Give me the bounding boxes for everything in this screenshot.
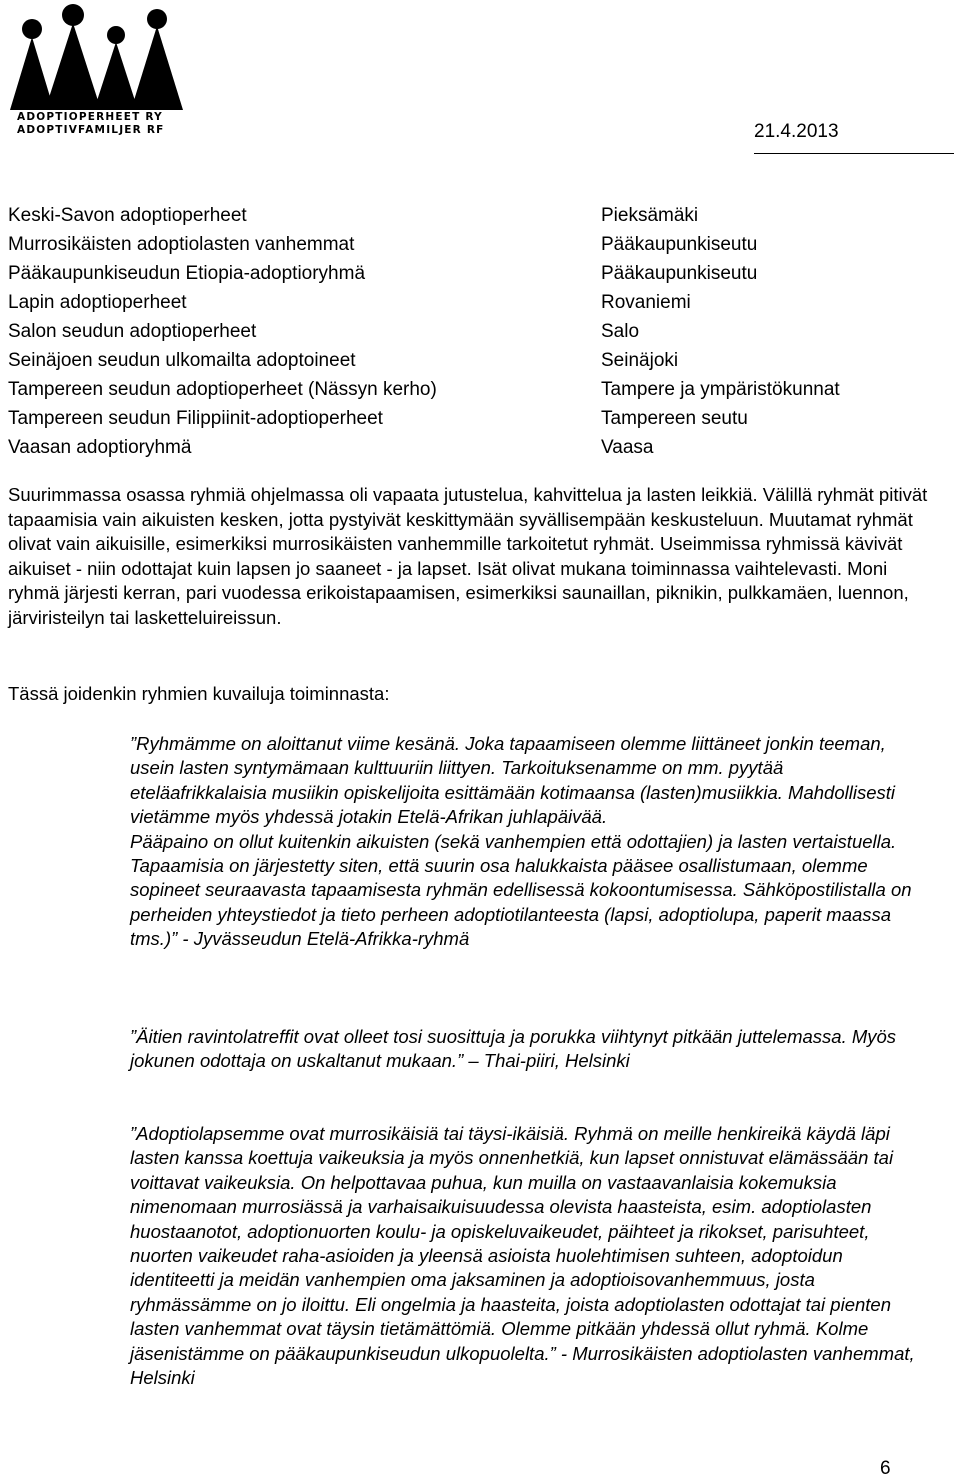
group-name: Lapin adoptioperheet xyxy=(8,292,187,313)
body-paragraph: Suurimmassa osassa ryhmiä ohjelmassa oli vapaata jutustelua, kahvittelua ja lasten leikkiä. Välillä ryhmät pitivät tapaamisia vain aikuisten kesken, jotta pystyivät keskittymään syvällisempään keskusteluun. Muutamat ryhmät olivat vain aikuisille, esimerkiksi murrosikäisten vanhemmille tarkoitetut ryhmät. Useimmissa ryhmissä kävivät aikuiset - niin odottajat kuin lapsen jo saaneet - ja lapset. Isät olivat mukana toiminnassa vaihtelevasti. Moni ryhmä järjesti kerran, pari vuodessa erikoistapaamisen, esimerkiksi saunaillan, piknikin, pulkkamäen, luennon, järviristeilyn tai lasketteluireissun. xyxy=(8,484,928,628)
group-name: Tampereen seudun adoptioperheet (Nässyn kerho) xyxy=(8,379,437,400)
document-date: 21.4.2013 xyxy=(754,121,839,142)
group-name: Seinäjoen seudun ulkomailta adoptoineet xyxy=(8,350,356,371)
group-place: Rovaniemi xyxy=(601,292,691,313)
header-divider xyxy=(754,153,954,154)
figure-head-icon xyxy=(22,19,42,39)
group-name: Tampereen seudun Filippiinit-adoptioperheet xyxy=(8,408,383,429)
page-number: 6 xyxy=(880,1458,891,1479)
quote-paragraph: Pääpaino on ollut kuitenkin aikuisten (sekä vanhempien että odottajien) ja lasten vertaistuella. Tapaamisia on järjestetty siten, että suurin osa halukkaista pääsee osallistumaan, olemme sopineet seuraavasta tapaamisesta ryhmän edellisessä kokoontumisessa. Sähköpostilistalla on perheiden yhteystiedot ja tieto perheen adoptiotilanteesta (lapsi, adoptiolupa, paperit maassa tms.)” - Jyvässeudun Etelä-Afrikka-ryhmä xyxy=(130,830,912,950)
figure-body-icon xyxy=(131,26,183,110)
group-place: Seinäjoki xyxy=(601,350,679,371)
figure-head-icon xyxy=(107,26,125,44)
group-place: Pääkaupunkiseutu xyxy=(601,234,758,255)
group-name: Salon seudun adoptioperheet xyxy=(8,321,257,342)
group-place: Vaasa xyxy=(601,437,654,458)
group-place: Tampereen seutu xyxy=(601,408,748,429)
group-place: Tampere ja ympäristökunnat xyxy=(601,379,840,400)
quotes-intro: Tässä joidenkin ryhmien kuvailuja toiminnasta: xyxy=(8,683,390,704)
organization-logo xyxy=(8,2,183,137)
figure-body-icon xyxy=(94,42,138,110)
group-place: Pääkaupunkiseutu xyxy=(601,263,758,284)
group-name: Keski-Savon adoptioperheet xyxy=(8,205,247,226)
group-place: Pieksämäki xyxy=(601,205,699,226)
logo-line-1: ADOPTIOPERHEET RY xyxy=(17,111,163,123)
group-name: Murrosikäisten adoptiolasten vanhemmat xyxy=(8,234,355,255)
figure-body-icon xyxy=(45,23,101,110)
group-place: Salo xyxy=(601,321,640,342)
logo-line-2: ADOPTIVFAMILJER RF xyxy=(17,124,165,136)
group-places-list xyxy=(601,201,840,462)
figure-body-icon xyxy=(10,37,54,110)
figure-head-icon xyxy=(62,4,84,26)
group-names-list xyxy=(8,201,437,462)
group-name: Vaasan adoptioryhmä xyxy=(8,437,192,458)
group-quote-jyvaskyla xyxy=(130,732,920,952)
group-quote-thai-piiri: ”Äitien ravintolatreffit ovat olleet tosi suosittuja ja porukka viihtynyt pitkään juttelemassa. Myös jokunen odottaja on uskaltanut mukaan.” – Thai-piiri, Helsinki xyxy=(130,1026,897,1072)
group-quote-teen-parents: ”Adoptiolapsemme ovat murrosikäisiä tai täysi-ikäisiä. Ryhmä on meille henkireikä käydä läpi lasten kanssa koettuja vaikeuksia ja myös onnenhetkiä, kun lapset onnistuvat elämässään tai voittavat vaikeuksia. On helpottavaa puhua, kun muilla on vastaavanlaisia kokemuksia nimenomaan murrosiässä ja varhaisaikuisuudessa olevista haasteista, esim. adoptiolasten huostaanotot, adoptionuorten koulu- ja opiskeluvaikeudet, päihteet ja rikokset, parisuhteet, nuorten vaikeudet raha-asioiden ja yleensä asioista huolehtimisen suhteen, adoptoidun identiteetti ja meidän vanhempien oma jaksaminen ja adoptioisovanhemmuus, josta ryhmässämme on jo iloittu. Eli ongelmia ja haasteita, joista adoptiolasten odottajat tai pienten lasten vanhemmat ovat täysin tietämättömiä. Olemme pitkään yhdessä ollut ryhmä. Kolme jäsenistämme on pääkaupunkiseudun ulkopuolelta.” - Murrosikäisten adoptiolasten vanhemmat, Helsinki xyxy=(130,1123,915,1389)
group-name: Pääkaupunkiseudun Etiopia-adoptioryhmä xyxy=(8,263,366,284)
family-figures-logo-icon xyxy=(8,2,183,114)
quote-paragraph: ”Ryhmämme on aloittanut viime kesänä. Joka tapaamiseen olemme liittäneet jonkin teeman, usein lasten syntymämaan kulttuuriin liittyen. Tarkoituksenamme on mm. pyytää eteläafrikkalaisia musiikin opiskelijoita esittämään kotimaansa (lasten)musiikkia. Mahdollisesti vietämme myös yhdessä jotakin Etelä-Afrikan juhlapäivää. xyxy=(130,733,895,828)
